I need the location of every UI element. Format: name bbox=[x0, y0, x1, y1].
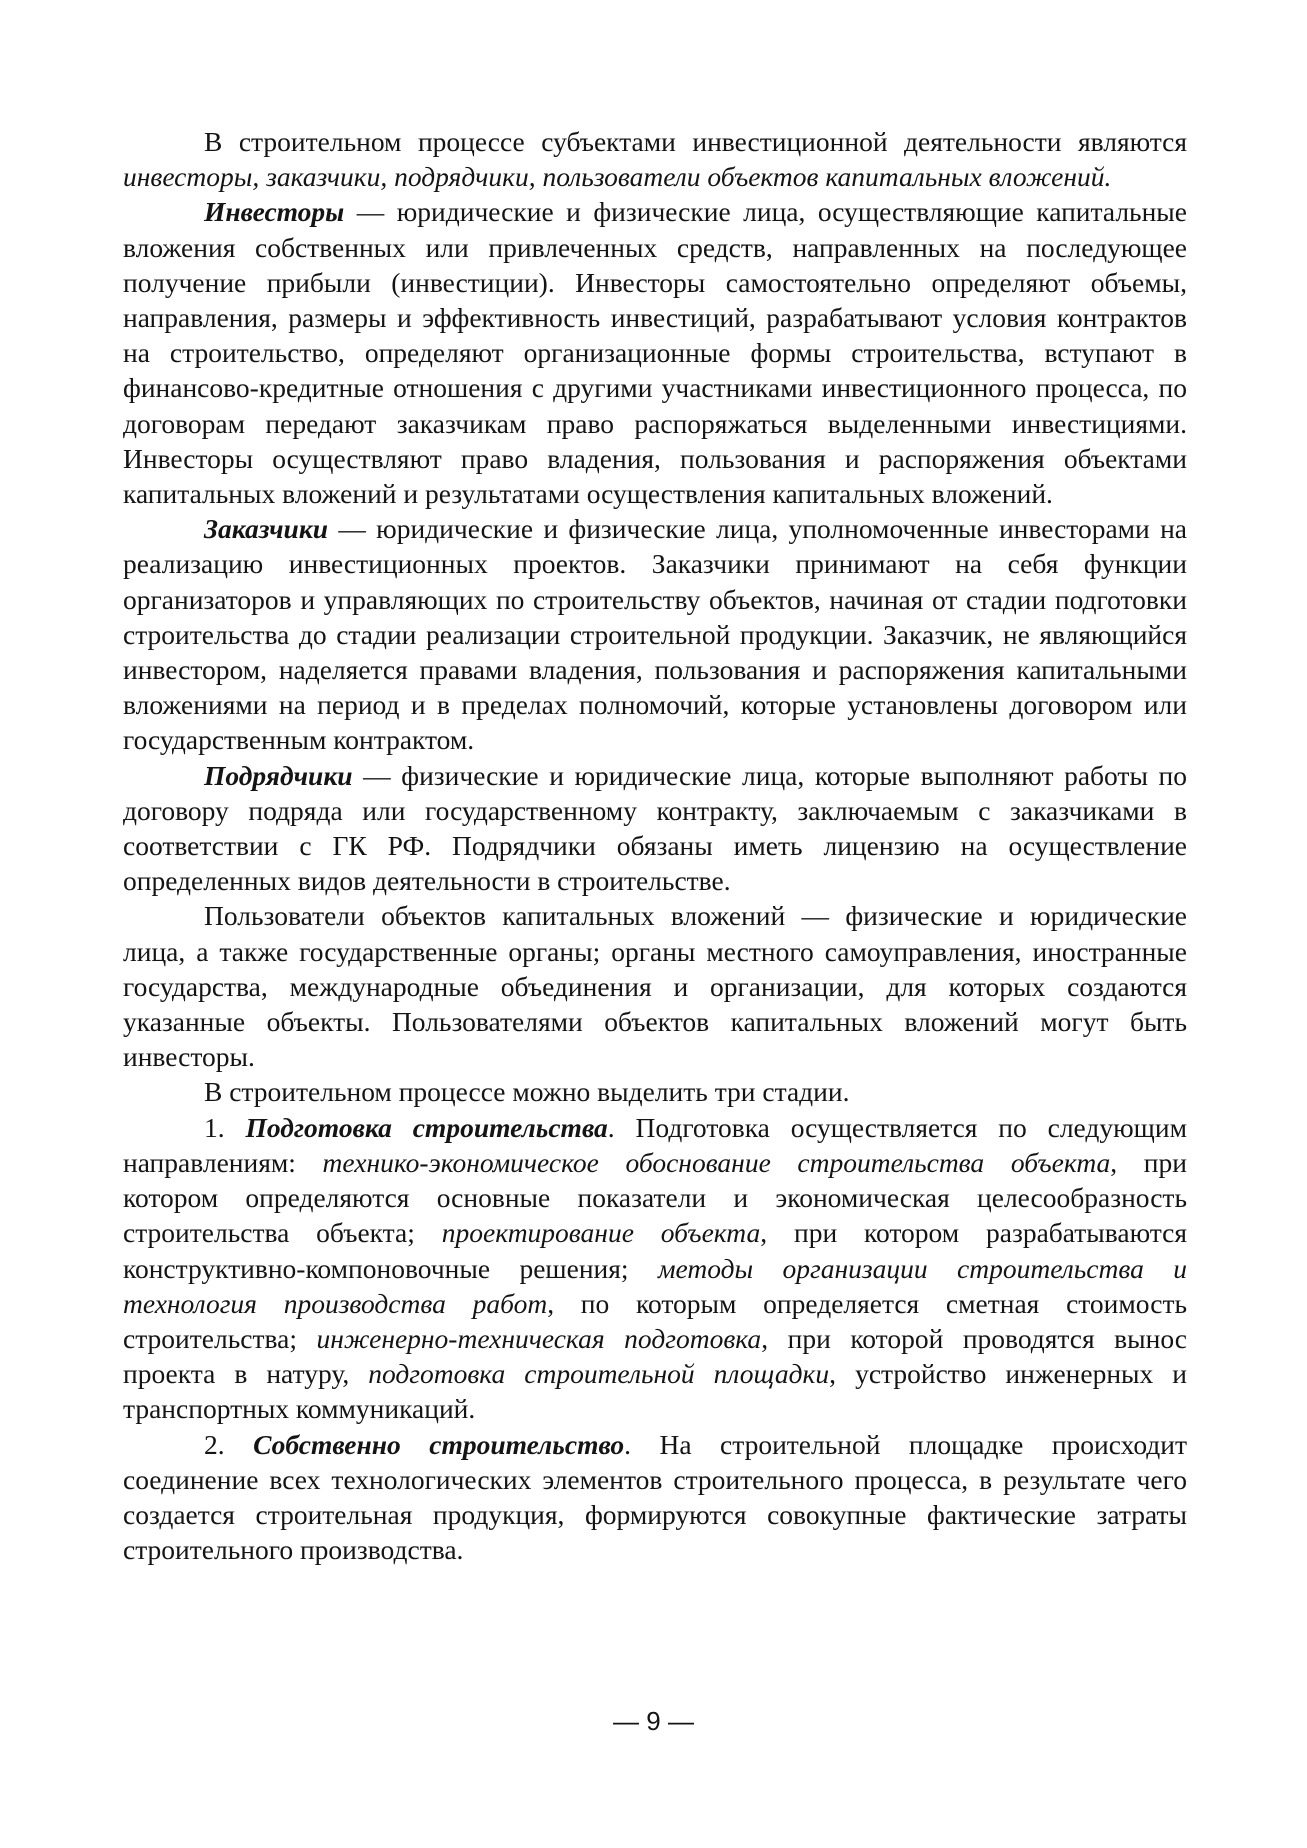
term-heading: Заказчики bbox=[204, 513, 329, 545]
text-run: — юридические и физические лица, осуществляющие капитальные вложения собственных или привлеченных средств, направленных на последующее получение прибыли (инвестиции). Инвесторы самостоятельно определяют объемы, направления, размеры и эффективность инвестиций, разрабатывают условия контрактов на строительство, определяют организационные формы строительства, вступают в финансово-кредитные отношения с другими участниками инвестиционного процесса, по договорам передают заказчикам право распоряжаться выделенными инвестициями. Инвесторы осуществляют право владения, пользования и распоряжения объектами капитальных вложений и результатами осуществления капитальных вложений. bbox=[123, 196, 1187, 510]
italic-text: технико-экономическое обоснование строительства объекта bbox=[322, 1146, 1111, 1178]
paragraph-investors bbox=[123, 194, 1187, 511]
paragraph-contractors bbox=[123, 758, 1187, 899]
text-run: , по которым определяется сметная стоимость строительства; bbox=[123, 1287, 1187, 1354]
text-run: , устройство инженерных и транспортных коммуникаций. bbox=[123, 1358, 1187, 1425]
text-run: В строительном процессе субъектами инвестиционной деятельности являются bbox=[204, 126, 1187, 157]
text-run: . Подготовка осуществляется по следующим направлениям: bbox=[123, 1111, 1187, 1178]
term-heading: Инвесторы bbox=[204, 196, 345, 228]
text-run: , при котором разрабатываются конструктивно-компоновочные решения; bbox=[123, 1217, 1188, 1284]
text-run: — физические и юридические лица, которые выполняют работы по договору подряда или государственному контракту, заключаемым с заказчиками в соответствии с ГК РФ. Подрядчики обязаны иметь лицензию на осуществление определенных видов деятельности в строительстве. bbox=[123, 759, 1187, 897]
text-run: В строительном процессе можно выделить три стадии. bbox=[204, 1076, 850, 1108]
italic-text: подготовка строительной площадки bbox=[368, 1358, 830, 1390]
term-heading: Собственно строительство bbox=[253, 1428, 625, 1460]
text-run: 1. bbox=[204, 1111, 246, 1143]
text-run: , при которой проводятся вынос проекта в натуру, bbox=[123, 1322, 1187, 1390]
paragraph-users bbox=[123, 898, 1187, 1074]
paragraph-intro bbox=[123, 124, 1187, 194]
paragraph-stage-2 bbox=[123, 1427, 1187, 1568]
paragraph-stage-1 bbox=[123, 1110, 1187, 1427]
paragraph-stages-intro bbox=[123, 1074, 1187, 1109]
paragraph-customers bbox=[123, 511, 1187, 757]
text-run: — юридические и физические лица, уполномоченные инвесторами на реализацию инвестиционных проектов. Заказчики принимают на себя функции организаторов и управляющих по строительству объектов, начиная от стадии подготовки строительства до стадии реализации строительной продукции. Заказчик, не являющийся инвестором, наделяется правами владения, пользования и распоряжения капитальными вложениями на период и в пределах полномочий, которые установлены договором или государственным контрактом. bbox=[123, 513, 1187, 756]
italic-text: методы организации строительства и технология производства работ bbox=[123, 1252, 1187, 1319]
body-text bbox=[123, 124, 1187, 1567]
page-number: — 9 — bbox=[613, 1706, 694, 1736]
italic-text: проектирование объекта bbox=[441, 1217, 761, 1249]
text-run: . На строительной площадке происходит соединение всех технологических элементов строительного процесса, в результате чего создается строительная продукция, формируются совокупные фактические затраты строительного производства. bbox=[123, 1428, 1188, 1566]
term-heading: Подготовка строительства bbox=[245, 1111, 608, 1143]
italic-text: инженерно-техническая подготовка bbox=[316, 1322, 762, 1354]
text-run: 2. bbox=[204, 1428, 254, 1460]
text-run: Пользователи объектов капитальных вложений — физические и юридические лица, а также государственные органы; органы местного самоуправления, иностранные государства, международные объединения и организации, для которых создаются указанные объекты. Пользователями объектов капитальных вложений могут быть инвесторы. bbox=[123, 900, 1187, 1073]
italic-text: инвесторы, заказчики, подрядчики, пользователи объектов капитальных вложений. bbox=[123, 161, 1112, 193]
term-heading: Подрядчики bbox=[204, 759, 353, 791]
text-run: , при котором определяются основные показатели и экономическая целесообразность строительства объекта; bbox=[123, 1146, 1187, 1249]
